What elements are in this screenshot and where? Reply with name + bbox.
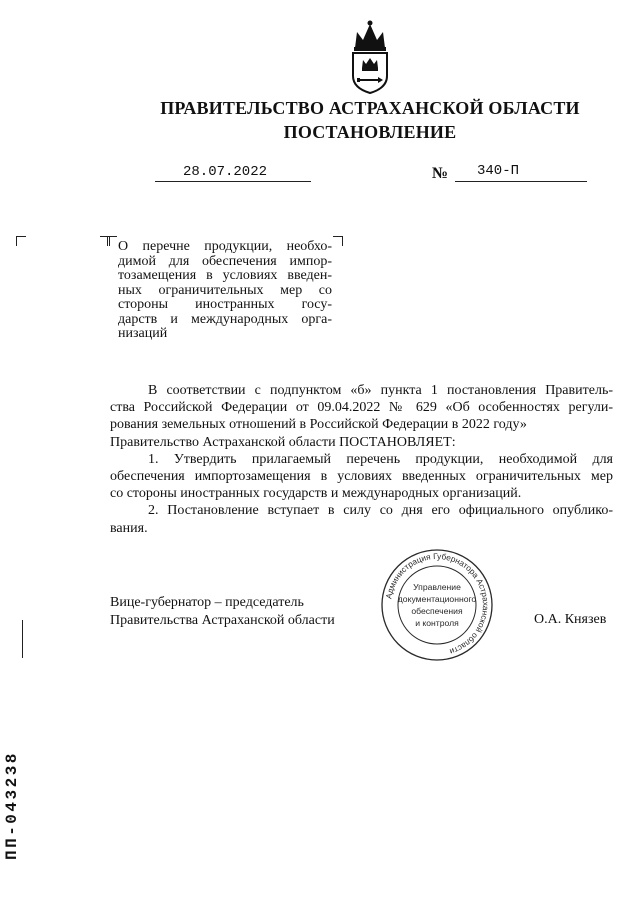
body-line: рования земельных отношений в Российской Федерации в 2022 году» xyxy=(110,417,527,433)
date-underline xyxy=(155,181,311,182)
document-body xyxy=(110,382,613,537)
subject-line: тозамещения в условиях введен- xyxy=(118,268,332,283)
margin-bar xyxy=(22,620,23,658)
number-underline xyxy=(455,181,587,182)
body-line: обеспечения импортозамещения в условиях введенных ограничительных мер xyxy=(110,469,613,485)
document-number: 340-П xyxy=(477,163,520,179)
body-line: 2. Постановление вступает в силу со дня его официального опублико- xyxy=(148,503,613,519)
signatory-role xyxy=(110,594,335,630)
stamp-inner-ring xyxy=(398,566,476,644)
subject-corner-mark-right xyxy=(333,236,343,246)
subject-line: димой для обеспечения импор- xyxy=(118,253,332,269)
subject-line: стороны иностранных госу- xyxy=(118,297,332,312)
margin-corner-mark xyxy=(16,236,26,246)
stamp-center-line: документационного xyxy=(397,594,477,604)
subject-line: О перечне продукции, необхо- xyxy=(118,239,332,254)
coat-of-arms-emblem xyxy=(345,18,395,94)
body-line: В соответствии с подпунктом «б» пункта 1 постановления Правитель- xyxy=(148,383,613,398)
organization-title: ПРАВИТЕЛЬСТВО АСТРАХАНСКОЙ ОБЛАСТИ xyxy=(160,98,580,118)
signatory-role-line: Правительства Астраханской области xyxy=(110,613,335,628)
number-sign: № xyxy=(432,165,449,182)
signatory-role-line: Вице-губернатор – председатель xyxy=(110,595,304,610)
document-serial-number: ПП-043238 xyxy=(3,751,21,860)
stamp-ring-text: Администрация Губернатора Астраханской области xyxy=(384,551,491,657)
subject-line: ных ограничительных мер со xyxy=(118,282,332,298)
official-stamp xyxy=(380,548,494,662)
stamp-center-line: обеспечения xyxy=(411,606,463,616)
subject-corner-mark-left-inner xyxy=(107,236,117,246)
body-line: со стороны иностранных государств и международных организаций. xyxy=(110,486,522,502)
stamp-center-line: и контроля xyxy=(415,618,459,628)
body-line: Правительство Астраханской области ПОСТАНОВЛЯЕТ: xyxy=(110,434,456,450)
body-line: 1. Утвердить прилагаемый перечень продукции, необходимой для xyxy=(148,451,613,467)
subject-line: дарств и международных орга- xyxy=(118,311,332,327)
subject-line: низаций xyxy=(118,326,168,341)
signatory-name: О.А. Князев xyxy=(534,612,607,627)
document-subject xyxy=(118,240,332,342)
document-type-title: ПОСТАНОВЛЕНИЕ xyxy=(283,122,457,142)
stamp-center-line: Управление xyxy=(413,582,461,592)
body-line: ства Российской Федерации от 09.04.2022 № 629 «Об особенностях регули- xyxy=(110,400,613,416)
body-line: вания. xyxy=(110,520,148,536)
document-date: 28.07.2022 xyxy=(183,164,268,180)
